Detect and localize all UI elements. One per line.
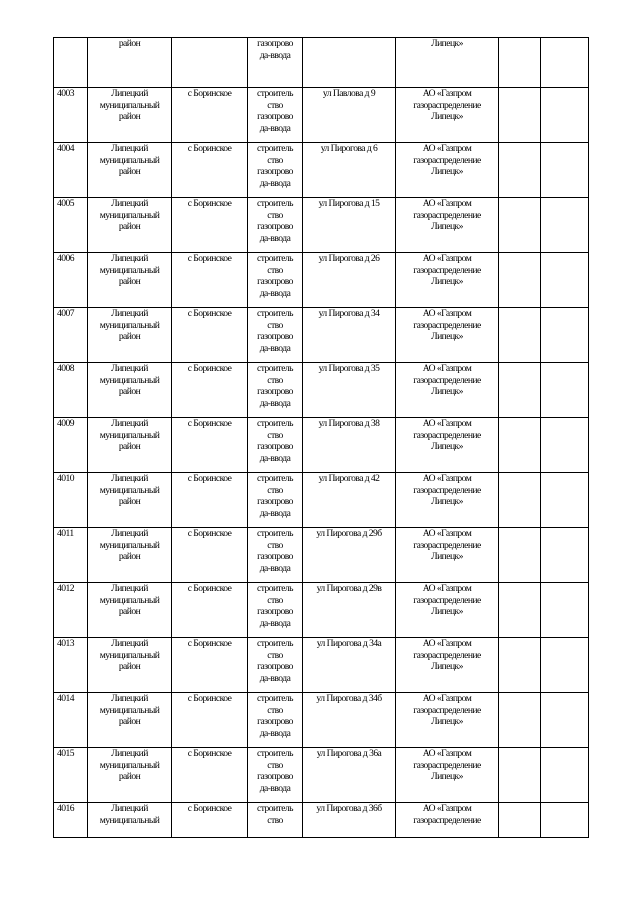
cell-empty — [541, 418, 589, 473]
cell-number: 4012 — [54, 583, 88, 638]
cell-empty — [541, 253, 589, 308]
cell-address: ул Пирогова д 15 — [303, 198, 396, 253]
cell-work-type: строитель ство газопрово да-ввода — [248, 528, 303, 583]
cell-district: Липецкий муниципальный район — [88, 748, 172, 803]
cell-district: Липецкий муниципальный район — [88, 363, 172, 418]
cell-empty — [499, 583, 541, 638]
cell-work-type: строитель ство газопрово да-ввода — [248, 583, 303, 638]
cell-empty — [541, 308, 589, 363]
cell-work-type: строитель ство газопрово да-ввода — [248, 143, 303, 198]
cell-address: ул Пирогова д 38 — [303, 418, 396, 473]
cell-district: Липецкий муниципальный — [88, 803, 172, 838]
cell-village — [172, 38, 248, 88]
cell-owner: АО «Газпром газораспределение Липецк» — [396, 418, 499, 473]
cell-number: 4006 — [54, 253, 88, 308]
cell-number: 4010 — [54, 473, 88, 528]
table-row — [54, 363, 589, 418]
cell-empty — [499, 473, 541, 528]
cell-district: Липецкий муниципальный район — [88, 418, 172, 473]
table-row — [54, 638, 589, 693]
cell-address: ул Павлова д 9 — [303, 88, 396, 143]
table-row — [54, 418, 589, 473]
table-row — [54, 803, 589, 838]
cell-work-type: строитель ство газопрово да-ввода — [248, 363, 303, 418]
cell-empty — [499, 418, 541, 473]
cell-number: 4015 — [54, 748, 88, 803]
cell-empty — [499, 88, 541, 143]
cell-district: Липецкий муниципальный район — [88, 693, 172, 748]
cell-empty — [499, 363, 541, 418]
table-row — [54, 308, 589, 363]
cell-owner: АО «Газпром газораспределение Липецк» — [396, 88, 499, 143]
cell-village: с Боринское — [172, 143, 248, 198]
cell-village: с Боринское — [172, 308, 248, 363]
cell-empty — [541, 583, 589, 638]
table-row — [54, 748, 589, 803]
cell-empty — [541, 88, 589, 143]
cell-empty — [499, 803, 541, 838]
cell-village: с Боринское — [172, 198, 248, 253]
cell-empty — [499, 308, 541, 363]
cell-work-type: строитель ство газопрово да-ввода — [248, 308, 303, 363]
table-body — [54, 38, 589, 838]
cell-empty — [541, 198, 589, 253]
cell-village: с Боринское — [172, 693, 248, 748]
cell-number — [54, 38, 88, 88]
cell-district: Липецкий муниципальный район — [88, 253, 172, 308]
cell-work-type: строитель ство газопрово да-ввода — [248, 88, 303, 143]
cell-empty — [499, 528, 541, 583]
cell-district: район — [88, 38, 172, 88]
register-table — [53, 37, 589, 838]
cell-empty — [541, 638, 589, 693]
cell-address: ул Пирогова д 36б — [303, 803, 396, 838]
table-row — [54, 473, 589, 528]
cell-owner: АО «Газпром газораспределение Липецк» — [396, 308, 499, 363]
cell-district: Липецкий муниципальный район — [88, 88, 172, 143]
cell-work-type: строитель ство — [248, 803, 303, 838]
cell-address: ул Пирогова д 29в — [303, 583, 396, 638]
cell-empty — [499, 748, 541, 803]
cell-empty — [499, 38, 541, 88]
cell-village: с Боринское — [172, 638, 248, 693]
cell-district: Липецкий муниципальный район — [88, 143, 172, 198]
cell-address: ул Пирогова д 42 — [303, 473, 396, 528]
cell-empty — [499, 638, 541, 693]
cell-district: Липецкий муниципальный район — [88, 308, 172, 363]
cell-number: 4011 — [54, 528, 88, 583]
cell-address: ул Пирогова д 6 — [303, 143, 396, 198]
cell-empty — [541, 693, 589, 748]
cell-work-type: строитель ство газопрово да-ввода — [248, 638, 303, 693]
cell-village: с Боринское — [172, 748, 248, 803]
cell-work-type: строитель ство газопрово да-ввода — [248, 748, 303, 803]
cell-number: 4004 — [54, 143, 88, 198]
cell-owner: АО «Газпром газораспределение Липецк» — [396, 748, 499, 803]
cell-address: ул Пирогова д 35 — [303, 363, 396, 418]
cell-owner: АО «Газпром газораспределение Липецк» — [396, 143, 499, 198]
cell-empty — [541, 528, 589, 583]
cell-empty — [499, 693, 541, 748]
cell-owner: АО «Газпром газораспределение Липецк» — [396, 473, 499, 528]
cell-owner: АО «Газпром газораспределение Липецк» — [396, 583, 499, 638]
cell-district: Липецкий муниципальный район — [88, 528, 172, 583]
cell-number: 4016 — [54, 803, 88, 838]
table-row — [54, 198, 589, 253]
table-row — [54, 38, 589, 88]
cell-address: ул Пирогова д 34 — [303, 308, 396, 363]
cell-number: 4007 — [54, 308, 88, 363]
cell-number: 4003 — [54, 88, 88, 143]
cell-empty — [541, 363, 589, 418]
cell-owner: Липецк» — [396, 38, 499, 88]
cell-village: с Боринское — [172, 418, 248, 473]
cell-number: 4013 — [54, 638, 88, 693]
cell-number: 4014 — [54, 693, 88, 748]
cell-village: с Боринское — [172, 363, 248, 418]
cell-village: с Боринское — [172, 583, 248, 638]
cell-empty — [541, 748, 589, 803]
cell-empty — [541, 143, 589, 198]
cell-address: ул Пирогова д 26 — [303, 253, 396, 308]
cell-village: с Боринское — [172, 473, 248, 528]
cell-owner: АО «Газпром газораспределение Липецк» — [396, 363, 499, 418]
cell-empty — [499, 198, 541, 253]
cell-village: с Боринское — [172, 803, 248, 838]
cell-address — [303, 38, 396, 88]
cell-village: с Боринское — [172, 88, 248, 143]
cell-owner: АО «Газпром газораспределение Липецк» — [396, 253, 499, 308]
cell-number: 4009 — [54, 418, 88, 473]
cell-empty — [541, 803, 589, 838]
cell-empty — [499, 253, 541, 308]
cell-village: с Боринское — [172, 528, 248, 583]
cell-number: 4008 — [54, 363, 88, 418]
table-row — [54, 253, 589, 308]
cell-work-type: строитель ство газопрово да-ввода — [248, 418, 303, 473]
cell-district: Липецкий муниципальный район — [88, 473, 172, 528]
table-row — [54, 528, 589, 583]
table-row — [54, 583, 589, 638]
table-row — [54, 143, 589, 198]
cell-empty — [499, 143, 541, 198]
table-row — [54, 693, 589, 748]
cell-owner: АО «Газпром газораспределение Липецк» — [396, 638, 499, 693]
cell-address: ул Пирогова д 34а — [303, 638, 396, 693]
cell-district: Липецкий муниципальный район — [88, 638, 172, 693]
cell-work-type: строитель ство газопрово да-ввода — [248, 473, 303, 528]
cell-empty — [541, 38, 589, 88]
cell-owner: АО «Газпром газораспределение — [396, 803, 499, 838]
cell-owner: АО «Газпром газораспределение Липецк» — [396, 693, 499, 748]
cell-work-type: строитель ство газопрово да-ввода — [248, 253, 303, 308]
cell-district: Липецкий муниципальный район — [88, 583, 172, 638]
cell-district: Липецкий муниципальный район — [88, 198, 172, 253]
cell-village: с Боринское — [172, 253, 248, 308]
cell-work-type: строитель ство газопрово да-ввода — [248, 693, 303, 748]
cell-address: ул Пирогова д 34б — [303, 693, 396, 748]
table-row — [54, 88, 589, 143]
cell-work-type: газопрово да-ввода — [248, 38, 303, 88]
cell-work-type: строитель ство газопрово да-ввода — [248, 198, 303, 253]
cell-address: ул Пирогова д 36а — [303, 748, 396, 803]
cell-empty — [541, 473, 589, 528]
cell-owner: АО «Газпром газораспределение Липецк» — [396, 198, 499, 253]
cell-owner: АО «Газпром газораспределение Липецк» — [396, 528, 499, 583]
cell-address: ул Пирогова д 29б — [303, 528, 396, 583]
cell-number: 4005 — [54, 198, 88, 253]
